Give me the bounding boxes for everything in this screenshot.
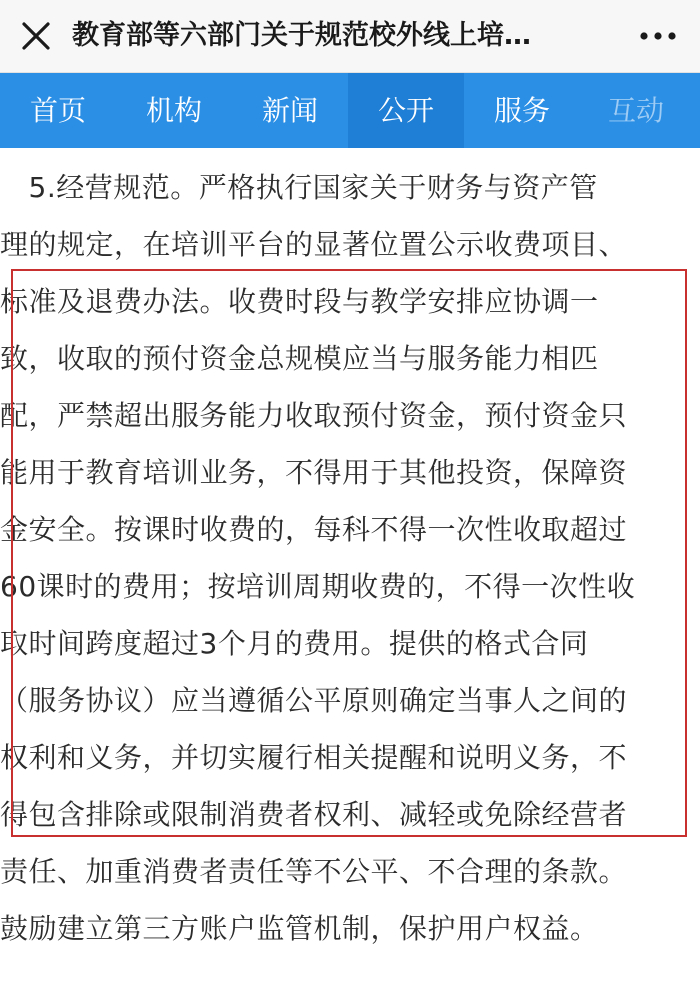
paragraph-line: 配，严禁超出服务能力收取预付资金，预付资金只: [0, 399, 628, 432]
paragraph-line: 致，收取的预付资金总规模应当与服务能力相匹: [0, 342, 599, 375]
paragraph-line: 理的规定，在培训平台的显著位置公示收费项目、: [0, 228, 628, 261]
paragraph-line: （服务协议）应当遵循公平原则确定当事人之间的: [0, 684, 628, 717]
paragraph-line: 标准及退费办法。收费时段与教学安排应协调一: [0, 285, 599, 318]
article-body: [0, 148, 700, 998]
paragraph-line: 得包含排除或限制消费者权利、减轻或免除经营者: [0, 798, 628, 831]
paragraph-line: 取时间跨度超过3个月的费用。提供的格式合同: [0, 627, 589, 660]
nav-item-interaction[interactable]: 互动: [608, 94, 665, 127]
paragraph-line: 5.经营规范。严格执行国家关于财务与资产管: [0, 171, 598, 204]
nav-item-public[interactable]: 公开: [348, 73, 464, 148]
paragraph-line: 60课时的费用；按培训周期收费的，不得一次性收: [0, 570, 636, 603]
nav-item-news[interactable]: 新闻: [261, 94, 318, 127]
title-bar: [0, 0, 700, 73]
paragraph-line: 责任、加重消费者责任等不公平、不合理的条款。: [0, 855, 628, 888]
close-icon: [14, 14, 58, 58]
page-title: 教育部等六部门关于规范校外线上培…: [72, 20, 531, 51]
more-icon: [634, 18, 682, 54]
nav-item-institutions[interactable]: 机构: [145, 94, 202, 127]
nav-item-services[interactable]: 服务: [493, 94, 550, 127]
paragraph-line: 能用于教育培训业务，不得用于其他投资，保障资: [0, 456, 628, 489]
paragraph-line: 鼓励建立第三方账户监管机制，保护用户权益。: [0, 912, 599, 945]
close-button[interactable]: [14, 14, 58, 58]
paragraph-line: 权利和义务，并切实履行相关提醒和说明义务，不: [0, 741, 628, 774]
paragraph-line: 金安全。按课时收费的，每科不得一次性收取超过: [0, 513, 628, 546]
nav-item-home[interactable]: 首页: [29, 94, 86, 127]
channel-nav: [0, 73, 700, 148]
more-button[interactable]: [634, 18, 682, 54]
